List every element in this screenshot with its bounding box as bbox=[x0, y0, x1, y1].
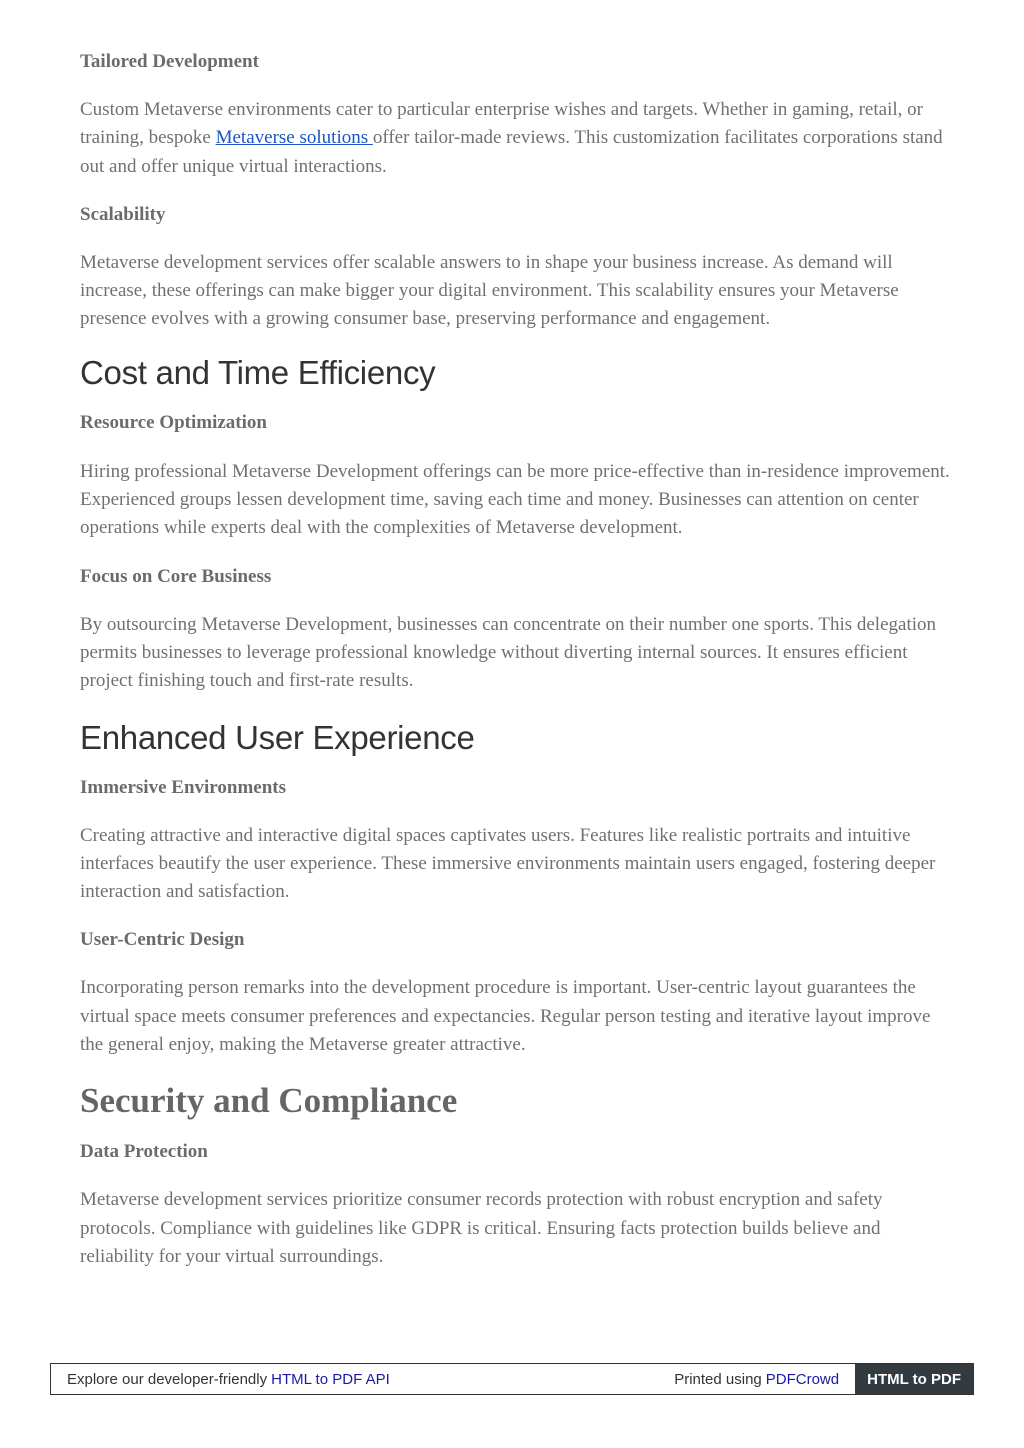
heading-user-centric-design: User-Centric Design bbox=[80, 929, 245, 951]
heading-resource-optimization: Resource Optimization bbox=[80, 411, 267, 433]
paragraph-resource-optimization: Hiring professional Metaverse Development offerings can be more price-effective than in-residence improvement. Experienced groups lessen development time, saving each time and money. Businesses can attention on center operations while experts deal with the complexities of Metaverse development. bbox=[80, 460, 950, 539]
document-body bbox=[80, 48, 950, 1271]
footer-right bbox=[674, 1364, 855, 1394]
heading-enhanced-user-experience: Enhanced User Experience bbox=[80, 718, 475, 756]
paragraph-scalability: Metaverse development services offer scalable answers to in shape your business increase. As demand will increase, these offerings can make bigger your digital environment. This scalability ensures your Metaverse presence evolves with a growing consumer base, preserving performance and engagement. bbox=[80, 251, 899, 330]
heading-focus-core-business: Focus on Core Business bbox=[80, 565, 272, 587]
paragraph-text: offer tailor-made reviews. This customization facilitates corporations stand out and offer unique virtual interactions. bbox=[80, 127, 943, 177]
html-to-pdf-button[interactable]: HTML to PDF bbox=[855, 1364, 973, 1394]
heading-security-compliance: Security and Compliance bbox=[80, 1081, 458, 1121]
paragraph-text: Custom Metaverse environments cater to particular enterprise wishes and targets. Whether in gaming, retail, or training, bespoke bbox=[80, 99, 923, 149]
heading-immersive-environments: Immersive Environments bbox=[80, 776, 286, 798]
paragraph-tailored-development bbox=[80, 96, 950, 181]
paragraph-user-centric-design: Incorporating person remarks into the development procedure is important. User-centric layout guarantees the virtual space meets consumer preferences and expectancies. Regular person testing and iterative layout improve the general enjoy, making the Metaverse greater attractive. bbox=[80, 977, 931, 1056]
footer-left bbox=[51, 1364, 674, 1394]
paragraph-immersive-environments: Creating attractive and interactive digital spaces captivates users. Features like realistic portraits and intuitive interfaces beautify the user experience. These immersive environments maintain users engaged, fostering deeper interaction and satisfaction. bbox=[80, 824, 936, 903]
paragraph-data-protection: Metaverse development services prioritize consumer records protection with robust encryption and safety protocols. Compliance with guidelines like GDPR is critical. Ensuring facts protection builds believe and reliability for your virtual surroundings. bbox=[80, 1189, 883, 1267]
pdfcrowd-footer-bar bbox=[50, 1363, 974, 1395]
footer-left-text: Explore our developer-friendly bbox=[67, 1370, 268, 1388]
footer-right-text: Printed using bbox=[674, 1370, 762, 1388]
metaverse-solutions-link[interactable]: Metaverse solutions bbox=[215, 127, 373, 149]
heading-cost-time-efficiency: Cost and Time Efficiency bbox=[80, 353, 436, 391]
heading-data-protection: Data Protection bbox=[80, 1141, 208, 1163]
html-to-pdf-api-link[interactable]: HTML to PDF API bbox=[271, 1370, 390, 1388]
heading-scalability: Scalability bbox=[80, 203, 166, 225]
paragraph-focus-core-business: By outsourcing Metaverse Development, businesses can concentrate on their number one sports. This delegation permits businesses to leverage professional knowledge without diverting internal sources. It ensures efficient project finishing touch and first-rate results. bbox=[80, 613, 937, 692]
pdfcrowd-link[interactable]: PDFCrowd bbox=[765, 1370, 840, 1388]
heading-tailored-development: Tailored Development bbox=[80, 51, 259, 72]
